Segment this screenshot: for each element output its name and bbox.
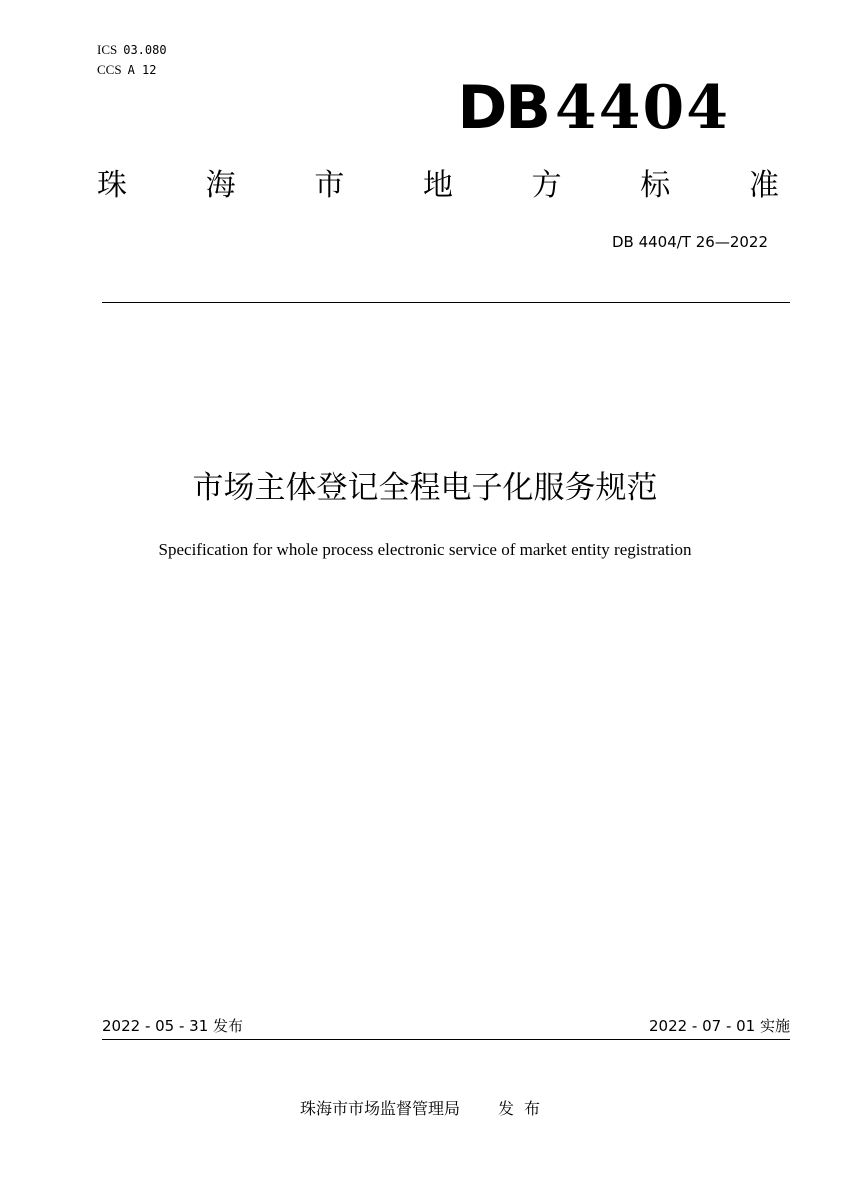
standard-type-char: 方 xyxy=(531,168,562,203)
document-title-english: Specification for whole process electronic service of market entity registration xyxy=(158,540,692,559)
standard-type-char: 珠 xyxy=(97,168,127,203)
standard-type-char: 标 xyxy=(640,168,671,203)
date-row xyxy=(102,1016,790,1036)
ics-code xyxy=(97,40,167,60)
standard-type-char: 准 xyxy=(748,168,779,203)
ccs-value: A 12 xyxy=(127,63,157,77)
implementation-date: 2022 - 07 - 01 实施 xyxy=(648,1017,790,1035)
publisher-action: 发布 xyxy=(498,1099,551,1118)
standard-number: DB 4404/T 26—2022 xyxy=(611,233,768,251)
standard-type-heading xyxy=(97,166,779,206)
ics-label: ICS xyxy=(97,42,118,57)
ccs-label: CCS xyxy=(97,62,122,77)
standard-mark-logo xyxy=(457,73,730,143)
header-divider xyxy=(102,302,790,303)
footer-divider xyxy=(102,1039,790,1040)
standard-type-char: 市 xyxy=(314,168,345,203)
release-date: 2022 - 05 - 31 发布 xyxy=(102,1017,244,1035)
publisher-name: 珠海市市场监督管理局 xyxy=(299,1099,460,1118)
standard-type-char: 地 xyxy=(422,168,453,203)
ics-value: 03.080 xyxy=(123,43,167,57)
standard-mark-code: 4404 xyxy=(555,73,730,143)
document-title-chinese: 市场主体登记全程电子化服务规范 xyxy=(192,470,658,506)
standard-type-char: 海 xyxy=(205,168,236,203)
standard-mark-prefix: DB xyxy=(457,73,549,143)
publisher-line xyxy=(0,1098,850,1120)
classification-codes xyxy=(97,40,167,80)
ccs-code xyxy=(97,60,167,80)
